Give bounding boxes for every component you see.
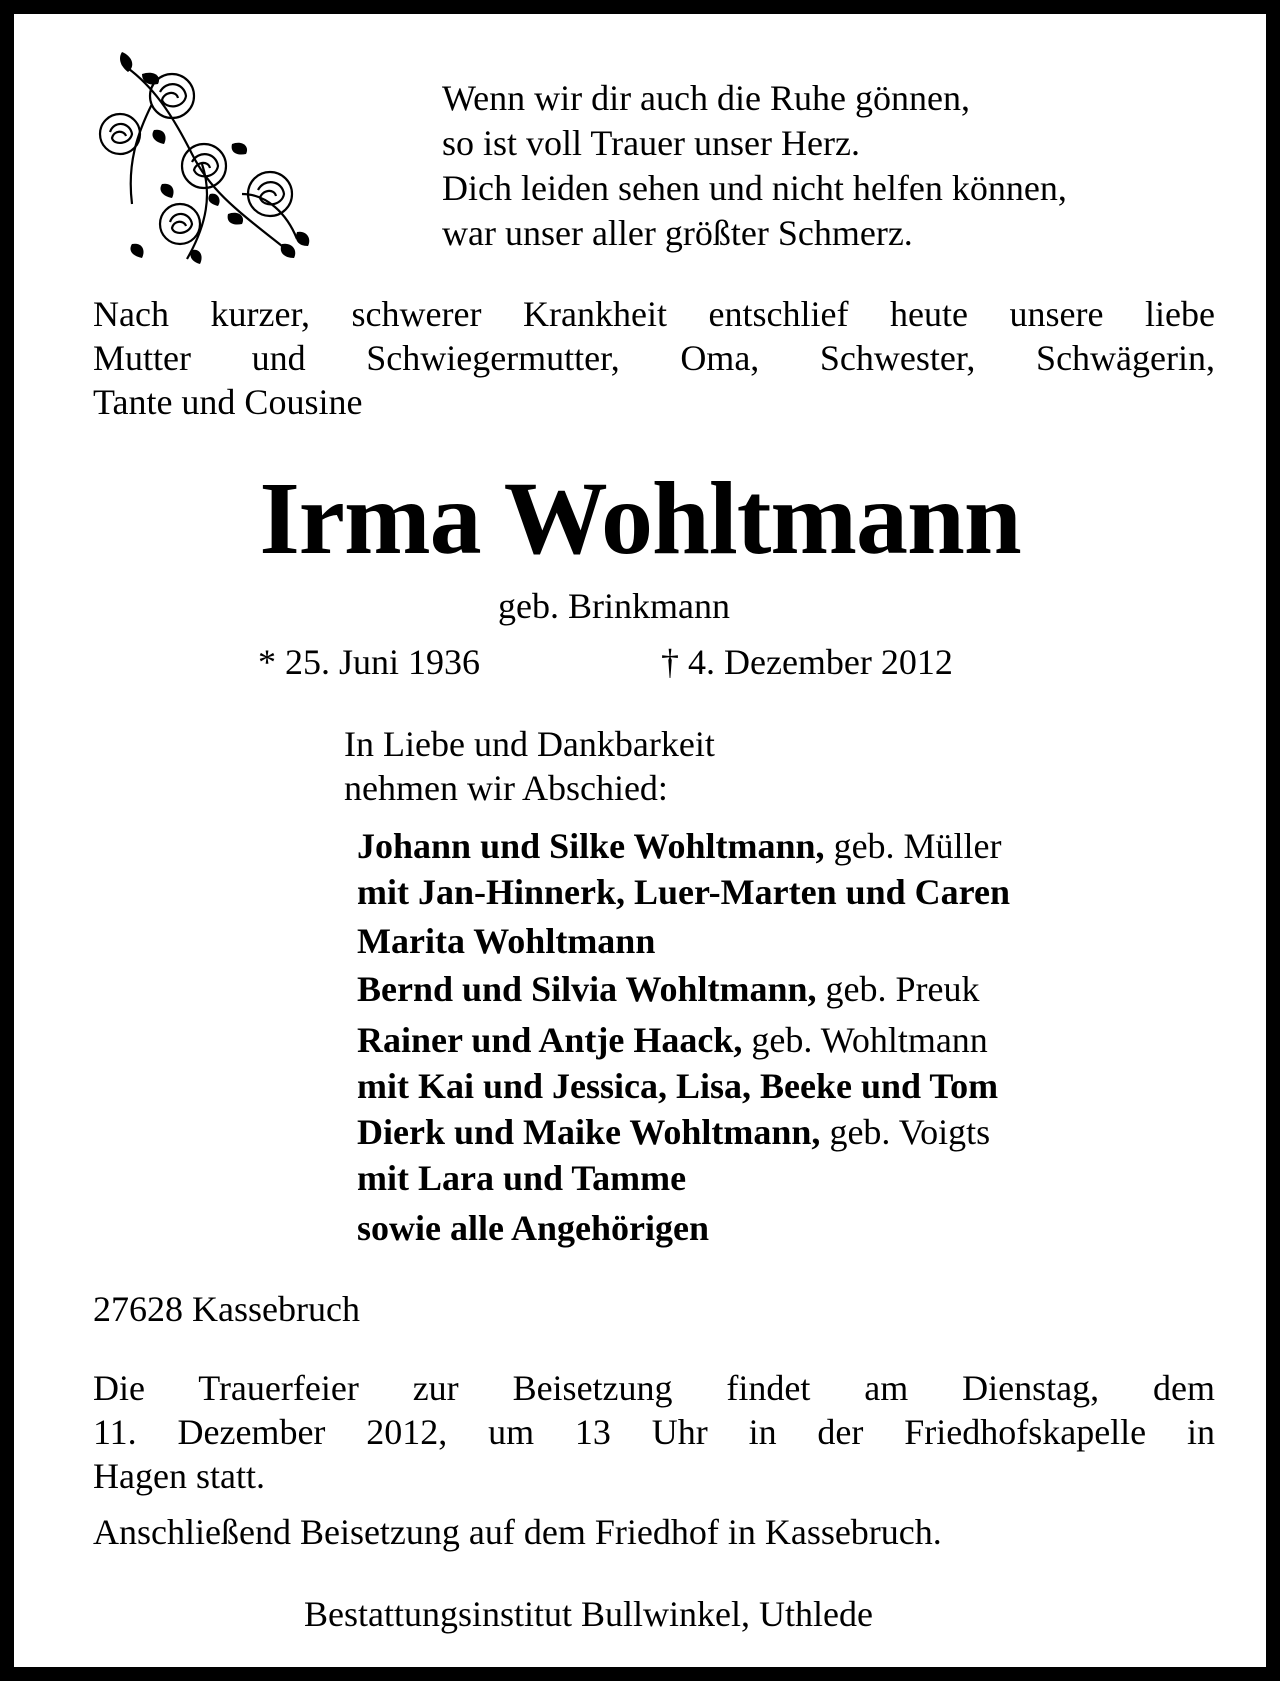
undertaker: Bestattungsinstitut Bullwinkel, Uthlede bbox=[304, 1594, 873, 1634]
poem-line: so ist voll Trauer unser Herz. bbox=[442, 123, 860, 163]
ceremony-line: Die Trauerfeier zur Beisetzung findet am Dienstag, dem bbox=[93, 1368, 1215, 1408]
burial-text: Anschließend Beisetzung auf dem Friedhof in Kassebruch. bbox=[93, 1512, 942, 1552]
intro-line: Nach kurzer, schwerer Krankheit entschlief heute unsere liebe bbox=[93, 294, 1215, 334]
mourner-line: mit Jan-Hinnerk, Luer-Marten und Caren bbox=[357, 872, 1010, 912]
mourner-line: sowie alle Angehörigen bbox=[357, 1208, 709, 1248]
mourner-line: mit Kai und Jessica, Lisa, Beeke und Tom bbox=[357, 1066, 999, 1106]
poem-line: Dich leiden sehen und nicht helfen können, bbox=[442, 168, 1067, 208]
deceased-name: Irma Wohltmann bbox=[259, 461, 1021, 576]
maiden-name: geb. Brinkmann bbox=[498, 586, 730, 626]
mourner-line: Rainer und Antje Haack, geb. Wohltmann bbox=[357, 1020, 988, 1060]
mourner-line: Bernd und Silvia Wohltmann, geb. Preuk bbox=[357, 969, 980, 1009]
poem bbox=[442, 76, 1067, 256]
location: 27628 Kassebruch bbox=[93, 1289, 360, 1329]
mourner-line: Marita Wohltmann bbox=[357, 921, 656, 961]
rose-branch-icon bbox=[92, 44, 332, 284]
farewell-line: In Liebe und Dankbarkeit bbox=[344, 724, 715, 764]
ceremony-line: Hagen statt. bbox=[93, 1456, 265, 1496]
poem-line: war unser aller größter Schmerz. bbox=[442, 213, 913, 253]
ceremony-text bbox=[93, 1366, 1215, 1498]
birth-date: * 25. Juni 1936 bbox=[258, 642, 481, 682]
intro-line: Mutter und Schwiegermutter, Oma, Schwester, Schwägerin, bbox=[93, 338, 1215, 378]
ceremony-line: 11. Dezember 2012, um 13 Uhr in der Friedhofskapelle in bbox=[93, 1412, 1215, 1452]
intro-line: Tante und Cousine bbox=[93, 382, 363, 422]
mourner-line: Johann und Silke Wohltmann, geb. Müller bbox=[357, 826, 1002, 866]
intro-text bbox=[93, 292, 1215, 424]
poem-line: Wenn wir dir auch die Ruhe gönnen, bbox=[442, 78, 970, 118]
mourner-line: Dierk und Maike Wohltmann, geb. Voigts bbox=[357, 1112, 991, 1152]
farewell-line: nehmen wir Abschied: bbox=[344, 768, 668, 808]
death-date: † 4. Dezember 2012 bbox=[661, 642, 953, 682]
mourner-line: mit Lara und Tamme bbox=[357, 1158, 687, 1198]
